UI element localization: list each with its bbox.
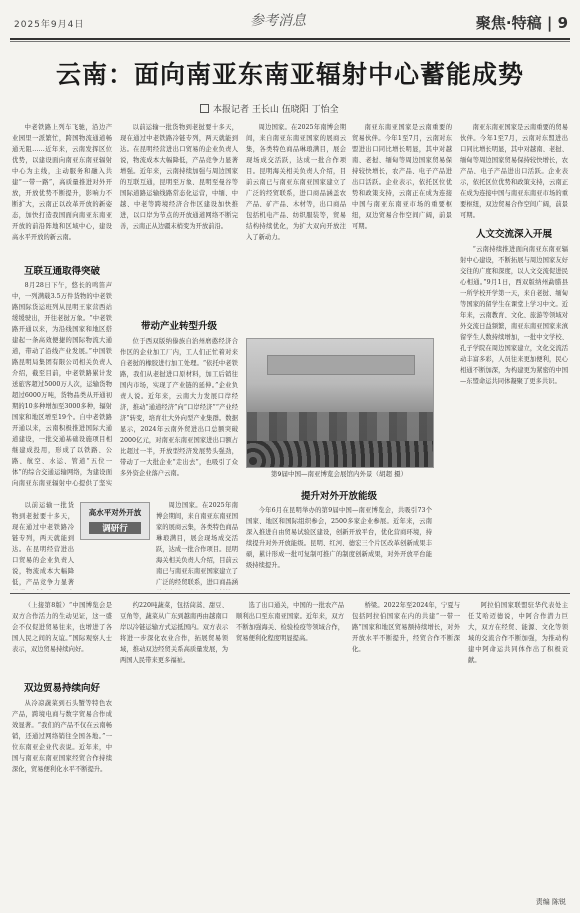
byline-text: 本报记者 王长山 伍晓阳 丁怡全 [213, 105, 339, 115]
header-rule-thin [10, 41, 570, 42]
column-4-body [352, 122, 452, 332]
paragraph: 以前运输一批货物到老挝要十多天，现在通过中老铁路冷链专列，两天就能到达。在昆明经营进出口贸易的企业负责人说，物流成本大幅降低，产品竞争力显著增强。近年来，云南持续加强与周边国家的互联互通，昆明至万象、昆明至曼谷等国际道路运输线路常态化运营，中缅、中越、中老等跨境经济合作区建设加快推进，以口岸为节点的开放通道网络不断完善，云南正从边疆末梢变为开放前沿。 [120, 124, 238, 230]
page-header [0, 0, 580, 40]
page-number: 9 [557, 14, 568, 32]
section-divider [10, 593, 570, 594]
bottom-column-2 [120, 600, 228, 903]
bottom-column-3 [236, 600, 344, 903]
byline-box-icon [200, 104, 209, 113]
photo-crowd [247, 441, 433, 467]
paragraph: 阿拉伯国家联盟驻华代表处主任艾哈迈德说，中阿合作潜力巨大，双方在经贸、能源、文化等领域的交流合作不断加强，为推动构建中阿命运共同体作出了积极贡献。 [468, 602, 568, 664]
promo-line-2: 调研行 [89, 522, 141, 534]
column-1-lead [12, 122, 112, 262]
paragraph: “云南持续推进面向南亚东南亚辐射中心建设，不断拓展与周边国家友好交往的广度和深度，以人文交流促进民心相通。”9月1日，西双版纳州勐腊县一所学校开学第一天，来自老挝、缅甸等国家的留学生在课堂上学习中文。近年来，云南教育、文化、旅游等领域对外交流日益频繁，南亚东南亚国家来滇留学生人数持续增加，一批中文学校、孔子学院在周边国家建立，文化交流活动丰富多彩，人员往来更加便利，民心相通不断加深，为构建更为紧密的中国—东盟命运共同体凝聚了更多共识。 [460, 246, 568, 385]
column-2-body [120, 122, 238, 314]
promo-box [80, 502, 150, 540]
byline [200, 102, 339, 115]
paragraph: 南亚东南亚国家是云南重要的贸易伙伴。今年1至7月，云南对东盟进出口同比增长明显，其中对越南、老挝、缅甸等周边国家贸易保持较快增长，农产品、电子产品进出口活跃。企业表示，依托区位优势和政策支持，云南正在成为连接中国与南亚东南亚市场的重要枢纽，双边贸易合作空间广阔，前景可期。 [460, 124, 568, 219]
subheading-connectivity: 互联互通取得突破 [23, 266, 100, 277]
bottom-column-1b [12, 698, 112, 903]
paragraph: 选了出口通关，中国的一批农产品顺利出口至东南亚国家。近年来，双方不断加强海关、检验检疫等领域合作，贸易便利化程度明显提高。 [236, 602, 344, 642]
subheading-culture: 人文交流深入开展 [475, 229, 552, 240]
paragraph: 周边国家。在2025年南博会期间，来自南亚东南亚国家的展商云集，各类特色商品琳琅满目，展会现场成交活跃，达成一批合作项目。昆明海关相关负责人介绍，目前云南已与南亚东南亚国家建立了广泛的经贸联系，进口商品涵盖农产品、矿产品、木材等，出口商品包括机电产品、纺织服装等，贸易结构持续优化，为扩大双向开放注入了新动力。 [246, 124, 346, 241]
subheading-trade: 双边贸易持续向好 [23, 683, 100, 694]
editor-credit: 责编 陈锐 [535, 898, 566, 906]
bottom-column-5 [468, 600, 568, 892]
expo-photo [246, 338, 434, 468]
paragraph: 约220吨蔬菜，包括茼蒿、甜豆、豆角等，蔬菜从广东到越南再由越南口岸以冷链运输方式运抵国内。双方表示将进一步深化农业合作，拓展贸易领域，推动双边经贸关系高质量发展，为两国人民带来更多福祉。 [120, 602, 228, 664]
section-title: 聚焦·特稿 [475, 14, 542, 32]
paragraph: （上接第8版）“中国博览会是双方合作活力的生动见证，这一盛会不仅促进贸易往来，也增进了各国人民之间的友谊。”国际观察人士表示，双边贸易持续向好。 [12, 602, 112, 653]
column-5-body-top [460, 122, 568, 222]
lead-paragraph: 中老铁路上列车飞驰，沿边产业园里一派繁忙，跨国物流通道畅通无阻……近年来，云南发挥区位优势，以建设面向南亚东南亚辐射中心为主线，主动服务和融入共建“一带一路”，高质量推进对外开放，开放优势不断提升，影响力不断扩大，云南正以改革开放的新姿态，加快打造我国面向南亚东南亚开放的前沿阵地和区域中心，建设高水平开放的新云南。 [12, 124, 112, 241]
paragraph: 位于西双版纳傣族自治州磨憨经济合作区的企业加工厂内，工人们正忙着对来自老挝的橡胶进行加工处理。“依托中老铁路，我们从老挝进口原材料，加工后销往国内市场，实现了产业链的延伸。”企业负责人说。近年来，云南大力发展口岸经济，推动“通道经济”向“口岸经济”“产业经济”转变，培育壮大外向型产业集群。数据显示，2024年云南外贸进出口总额突破2000亿元，对南亚东南亚国家进出口额占比超过一半，开放型经济发展势头强劲，带动了一大批企业“走出去”，也吸引了众多外资企业落户云南。 [120, 338, 238, 477]
promo-line-1: 高水平对外开放 [88, 508, 142, 517]
issue-date: 2025年9月4日 [14, 20, 85, 30]
photo-caption: 第9届中国—南亚博览会展馆内外景（胡超 摄） [270, 470, 408, 478]
headline: 云南：面向南亚东南亚辐射中心蓄能成势 [55, 60, 524, 89]
column-1-body-cont [12, 500, 74, 590]
column-5-body [460, 244, 568, 590]
bottom-column-1 [12, 600, 112, 676]
paragraph: 以前运输一批货物到老挝要十多天，现在通过中老铁路冷链专列，两天就能到达。在昆明经营进出口贸易的企业负责人说，物流成本大幅降低，产品竞争力显著 [12, 502, 74, 586]
column-3-body-2 [246, 505, 432, 591]
paragraph: 从冷凉蔬菜到石头蟹等特色农产品，跨境电商与数字贸易合作成效显著。“我们的产品不仅在云南畅销，还通过网络销往全国各地。”一位东南亚企业代表说。近年来，中国与南亚东南亚国家经贸合作持续深化，贸易便利化水平不断提升。 [12, 700, 112, 773]
paragraph: 桥梁。2022年至2024年，宁夏与包括阿拉伯国家在内的共建“一带一路”国家和地区贸易额持续增长，对外开放水平不断提升，经贸合作不断深化。 [352, 602, 460, 653]
section-label: 聚焦·特稿 | 9 [475, 14, 568, 32]
subheading-opening: 提升对外开放能级 [300, 491, 377, 502]
photo-banner [267, 355, 415, 375]
column-2-body-3 [156, 500, 238, 590]
subheading-industry: 带动产业转型升级 [140, 321, 217, 332]
paper-name: 参考消息 [250, 13, 306, 29]
header-rule [10, 38, 570, 40]
column-1-body [12, 280, 112, 490]
paragraph: 南亚东南亚国家是云南重要的贸易伙伴。今年1至7月，云南对东盟进出口同比增长明显，其中对越南、老挝、缅甸等周边国家贸易保持较快增长，农产品、电子产品进出口活跃。企业表示，依托区位优势和政策支持，云南正在成为连接中国与南亚东南亚市场的重要枢纽，双边贸易合作空间广阔，前景可期。 [352, 124, 452, 230]
paragraph: 8月28日下午，悠长的鸣笛声中，一列满载3.5万件货物的中老铁路国际货运班列从昆明王家营西站缓缓驶出，开往老挝万象。“中老铁路开通以来，为沿线国家和地区搭建起一条高效便捷的国际物流大通道，带动了沿线产业发展。”中国铁路昆明局集团有限公司相关负责人介绍，截至目前，中老铁路累计发送旅客超过5000万人次，运输货物超过6000万吨，货物品类从开通初期的10多种增加至3000多种，辐射国家和地区增至19个。自中老铁路开通以来，云南积极推进国际大通道建设，一批交通基础设施项目相继建成投用，形成了以铁路、公路、航空、水运、管道“五位一体”的综合交通运输网络，为建设面向南亚东南亚辐射中心提供了坚实 [12, 282, 112, 487]
column-2-body-2 [120, 336, 238, 496]
paragraph: 周边国家。在2025年南博会期间，来自南亚东南亚国家的展商云集，各类特色商品琳琅满目，展会现场成交活跃，达成一批合作项目。昆明海关相关负责人介绍，目前云南已与南亚东南亚国家建立了广泛的经贸联系，进口商品涵 [156, 502, 238, 586]
bottom-column-4 [352, 600, 460, 903]
paragraph: 今年6月在昆明举办的第9届中国—南亚博览会，共吸引73个国家、地区和国际组织参会，2500多家企业参展。近年来，云南深入推进自由贸易试验区建设，创新开放平台，优化营商环境，持续提升对外开放能级。昆明、红河、德宏三个片区改革创新成果丰硕，累计形成一批可复制可推广的制度创新成果，对外开放平台能级持续提升。 [246, 507, 432, 569]
column-3-body [246, 122, 346, 332]
